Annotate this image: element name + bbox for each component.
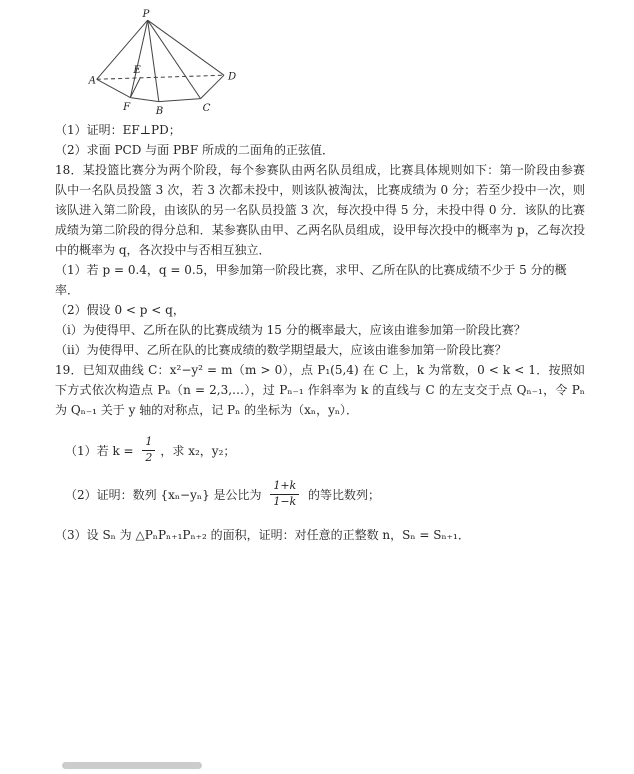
vertex-label-a: A: [88, 75, 96, 87]
vertex-label-f: F: [123, 101, 131, 113]
fraction-one-half: [142, 436, 155, 464]
q19-part1-prefix: （1）若 k =: [65, 443, 138, 458]
geometry-figure: [83, 8, 253, 120]
pyramid-diagram: [83, 8, 253, 120]
q19-part2-prefix: （2）证明：数列 {xₙ−yₙ} 是公比为: [65, 487, 266, 502]
vertex-label-d: D: [228, 71, 237, 83]
scroll-indicator-bar: [62, 762, 202, 769]
q18-part2-text: （2）假设 0 < p < q，: [55, 303, 185, 317]
vertex-label-c: C: [202, 102, 211, 114]
q17-part1-text: （1）证明：EF⊥PD；: [55, 123, 181, 137]
fraction-denominator: 2: [145, 450, 153, 464]
fraction-numerator: 1+k: [270, 480, 299, 495]
q17-part2-text: （2）求面 PCD 与面 PBF 所成的二面角的正弦值．: [55, 143, 334, 157]
q18-part2-i-text: （i）为使得甲、乙所在队的比赛成绩为 15 分的概率最大，应该由谁参加第一阶段比赛？: [55, 323, 526, 337]
q19-stem-text: 19．已知双曲线 C：x²−y² = m（m > 0），点 P₁(5,4) 在 C 上，k 为常数，0 < k < 1．按照如下方式依次构造点 Pₙ（n = 2,3,…），过 Pₙ₋₁ 作斜率为 k 的直线与 C 的左支交于点 Qₙ₋₁，令 Pₙ 为 Qₙ₋₁ 关于 y 轴的对称点，记 Pₙ 的坐标为（xₙ，yₙ）．: [55, 363, 585, 417]
fraction-ratio: [270, 480, 299, 508]
vertex-label-e: E: [133, 65, 141, 77]
q19-part2-line: [65, 480, 585, 508]
fraction-numerator: 1: [142, 436, 155, 451]
vertex-label-p: P: [142, 9, 150, 21]
vertex-label-b: B: [155, 105, 164, 117]
fraction-denominator: 1−k: [273, 494, 297, 508]
q18-part2-ii-text: （ii）为使得甲、乙所在队的比赛成绩的数学期望最大，应该由谁参加第一阶段比赛？: [55, 343, 507, 357]
q19-part1-suffix: ，求 x₂，y₂；: [160, 443, 236, 458]
q19-part2-suffix: 的等比数列；: [304, 487, 381, 502]
q19-part1-line: [65, 436, 585, 464]
q19-part3-text: （3）设 Sₙ 为 △PₙPₙ₊₁Pₙ₊₂ 的面积，证明：对任意的正整数 n，Sₙ = Sₙ₊₁．: [55, 527, 470, 542]
q18-part1-text: （1）若 p = 0.4，q = 0.5，甲参加第一阶段比赛，求甲、乙所在队的比赛成绩不少于 5 分的概率．: [55, 263, 567, 297]
q18-stem-text: 18．某投篮比赛分为两个阶段，每个参赛队由两名队员组成，比赛具体规则如下：第一阶段由参赛队中一名队员投篮 3 次，若 3 次都未投中，则该队被淘汰，比赛成绩为 0 分；若至少投中一次，则该队进入第二阶段，由该队的另一名队员投篮 3 次，每次投中得 5 分，未投中得 0 分．该队的比赛成绩为第二阶段的得分总和．某参赛队由甲、乙两名队员组成，设甲每次投中的概率为 p，乙每次投中的概率为 q，各次投中与否相互独立．: [55, 163, 585, 257]
